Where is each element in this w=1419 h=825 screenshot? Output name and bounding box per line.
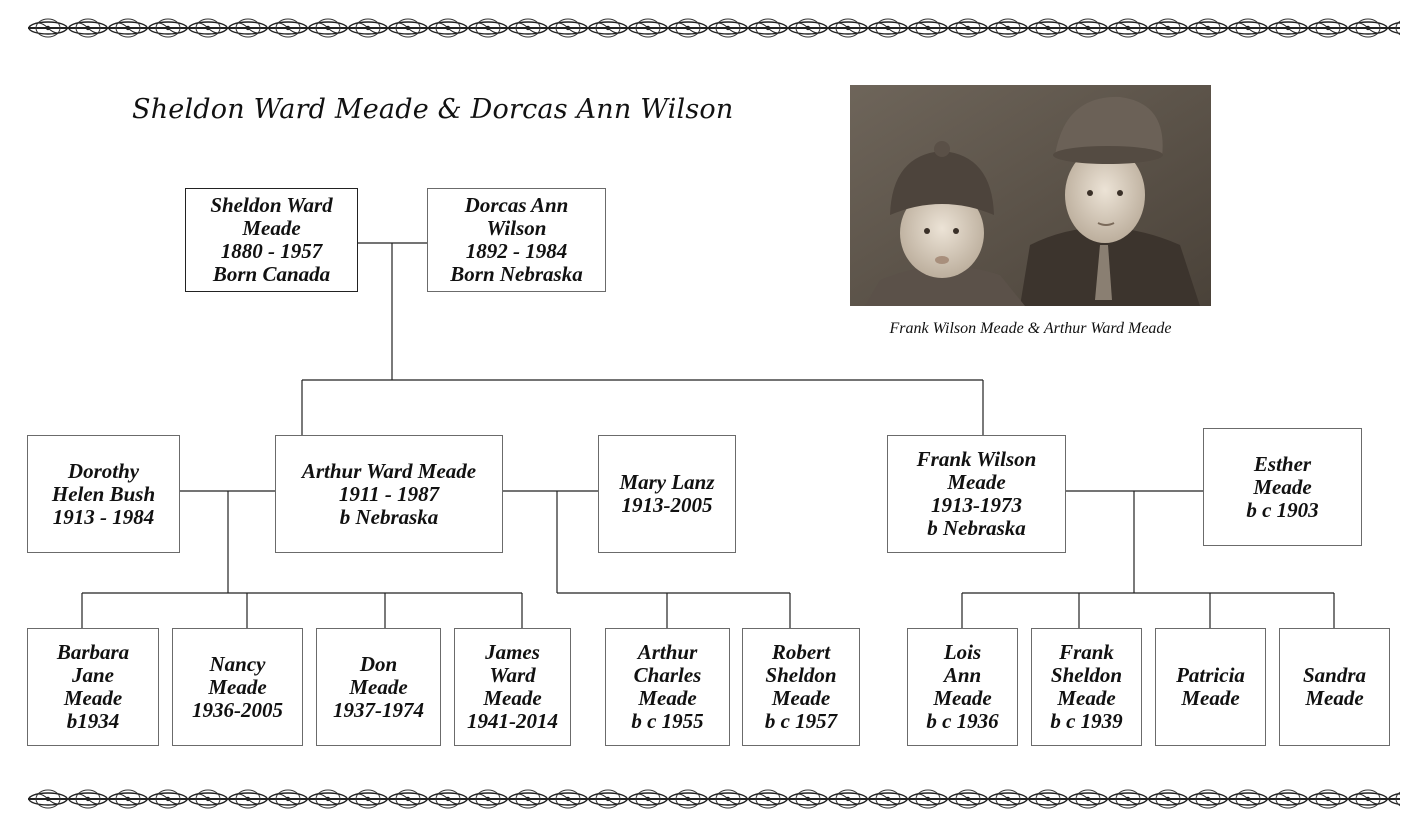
person-line: Meade — [483, 686, 542, 710]
person-line: 1913 - 1984 — [52, 504, 155, 529]
person-line: Sheldon Ward — [210, 193, 333, 217]
person-line: 1936-2005 — [192, 697, 283, 722]
person-james-ward-meade — [454, 628, 571, 746]
person-line: Meade — [208, 674, 267, 699]
person-line: Patricia — [1176, 663, 1245, 687]
person-line: Frank Wilson — [916, 447, 1037, 471]
person-frank-sheldon-meade — [1031, 628, 1142, 746]
person-line: Wilson — [486, 216, 547, 240]
person-line: Barbara — [56, 640, 130, 664]
person-line: Arthur — [637, 640, 698, 664]
person-line: 1941-2014 — [467, 709, 558, 733]
person-line: Lois — [943, 640, 982, 664]
person-line: 1892 - 1984 — [465, 239, 568, 263]
person-line: Arthur Ward Meade — [301, 458, 477, 483]
person-line: Meade — [1305, 686, 1364, 710]
person-line: Ward — [489, 663, 536, 687]
person-line: Jane — [72, 663, 114, 687]
person-arthur-ward-meade — [275, 435, 503, 553]
person-line: Don — [359, 651, 398, 676]
person-line: Meade — [63, 686, 123, 710]
portrait-photo — [850, 85, 1211, 306]
person-line: Robert — [771, 640, 831, 664]
person-line: Helen Bush — [51, 481, 156, 506]
person-line: Meade — [1253, 474, 1312, 499]
person-line: Meade — [947, 470, 1006, 494]
person-line: b c 1936 — [926, 709, 999, 733]
person-line: b Nebraska — [927, 516, 1026, 540]
person-line: Meade — [349, 674, 408, 699]
person-sheldon-ward-meade — [185, 188, 358, 292]
person-line: Nancy — [209, 651, 266, 676]
person-line: Meade — [771, 686, 831, 710]
person-line: b c 1957 — [764, 709, 838, 733]
person-line: 1911 - 1987 — [338, 481, 440, 506]
person-barbara-jane-meade — [27, 628, 159, 746]
person-line: b c 1939 — [1050, 709, 1123, 733]
person-line: b Nebraska — [339, 504, 439, 529]
person-line: 1913-2005 — [621, 493, 713, 517]
person-mary-lanz — [598, 435, 736, 553]
person-dorcas-ann-wilson — [427, 188, 606, 292]
person-line: Sheldon — [765, 663, 837, 687]
person-don-meade — [316, 628, 441, 746]
person-line: Charles — [633, 663, 702, 687]
person-line: Born Nebraska — [450, 262, 583, 286]
person-esther-meade — [1203, 428, 1362, 546]
person-line: 1880 - 1957 — [220, 239, 323, 263]
person-line: Meade — [638, 686, 697, 710]
person-line: James — [485, 640, 540, 664]
person-line: Dorcas Ann — [464, 193, 569, 217]
person-arthur-charles-meade — [605, 628, 730, 746]
person-frank-wilson-meade — [887, 435, 1066, 553]
person-robert-sheldon-meade — [742, 628, 860, 746]
person-line: Mary Lanz — [619, 470, 715, 494]
person-line: Meade — [1057, 686, 1116, 710]
person-dorothy-helen-bush — [27, 435, 180, 553]
person-line: Born Canada — [212, 262, 331, 286]
person-line: Ann — [943, 663, 982, 687]
person-line: Esther — [1253, 451, 1312, 476]
person-line: 1913-1973 — [931, 493, 1022, 517]
person-sandra-meade — [1279, 628, 1390, 746]
page-title: Sheldon Ward Meade & Dorcas Ann Wilson — [132, 94, 734, 125]
person-nancy-meade — [172, 628, 303, 746]
person-line: Dorothy — [67, 458, 140, 483]
person-line: Meade — [1181, 686, 1240, 710]
person-line: Frank — [1059, 640, 1114, 664]
person-line: b1934 — [66, 709, 120, 733]
photo-caption: Frank Wilson Meade & Arthur Ward Meade — [889, 320, 1172, 337]
person-line: b c 1955 — [631, 709, 704, 733]
person-line: 1937-1974 — [333, 697, 424, 722]
person-line: b c 1903 — [1246, 497, 1319, 522]
person-patricia-meade — [1155, 628, 1266, 746]
person-line: Sheldon — [1050, 663, 1123, 687]
person-lois-ann-meade — [907, 628, 1018, 746]
person-line: Sandra — [1302, 663, 1367, 687]
person-line: Meade — [933, 686, 992, 710]
person-line: Meade — [242, 216, 301, 240]
